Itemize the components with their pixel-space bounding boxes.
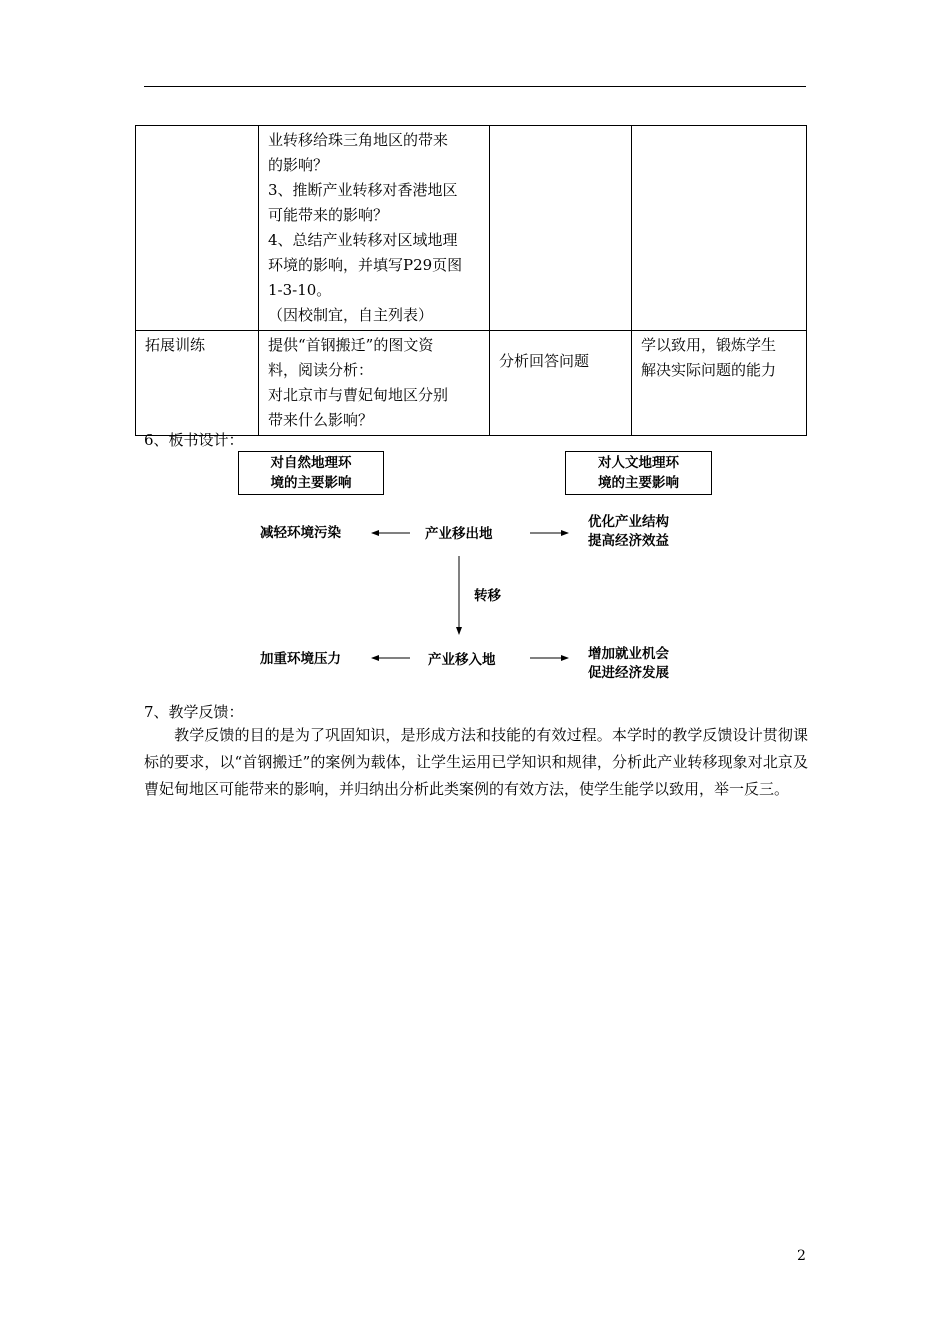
box-line: 对自然地理环 bbox=[270, 455, 352, 471]
student-activity-cell bbox=[490, 331, 632, 436]
content-line: 业转移给珠三角地区的带来 bbox=[268, 131, 449, 149]
feedback-paragraph bbox=[144, 722, 808, 803]
content-line: 4、总结产业转移对区域地理 bbox=[268, 231, 458, 249]
content-line: 可能带来的影响？ bbox=[268, 206, 389, 224]
box-line: 境的主要影响 bbox=[270, 475, 352, 491]
destination-human-effect bbox=[588, 645, 669, 683]
destination-label: 产业移入地 bbox=[428, 652, 496, 668]
table-row bbox=[136, 126, 807, 331]
origin-human-effect bbox=[588, 513, 669, 551]
content-cell bbox=[259, 331, 490, 436]
effect-line: 促进经济发展 bbox=[588, 665, 669, 681]
content-line: 对北京市与曹妃甸地区分别 bbox=[268, 386, 449, 404]
feedback-text: 教学反馈的目的是为了巩固知识，是形成方法和技能的有效过程。本学时的教学反馈设计贯彻课标的要求，以“首钢搬迁”的案例为载体，让学生运用已学知识和规律，分析此产业转移现象对北京及曹妃甸地区可能带来的影响，并归纳出分析此类案例的有效方法，使学生能学以致用，举一反三。 bbox=[144, 726, 808, 798]
content-line: （因校制宜，自主列表） bbox=[268, 306, 434, 324]
content-line: 带来什么影响？ bbox=[268, 411, 374, 429]
effect-line: 增加就业机会 bbox=[588, 646, 669, 662]
section-heading-7: 7、教学反馈： bbox=[144, 703, 244, 721]
human-environment-box bbox=[565, 451, 712, 495]
origin-label: 产业移出地 bbox=[425, 526, 493, 542]
lesson-table bbox=[135, 125, 807, 436]
effect-line: 提高经济效益 bbox=[588, 533, 669, 549]
content-cell bbox=[259, 126, 490, 331]
header-rule bbox=[144, 86, 806, 87]
page-number: 2 bbox=[797, 1248, 806, 1264]
section-heading-6: 6、板书设计： bbox=[144, 431, 244, 449]
origin-natural-effect: 减轻环境污染 bbox=[260, 525, 341, 541]
design-intent-cell bbox=[632, 331, 807, 436]
destination-natural-effect: 加重环境压力 bbox=[260, 651, 341, 667]
design-intent-cell bbox=[632, 126, 807, 331]
stage-cell bbox=[136, 126, 259, 331]
box-line: 对人文地理环 bbox=[598, 455, 679, 471]
content-line: 的影响？ bbox=[268, 156, 329, 174]
effect-line: 优化产业结构 bbox=[588, 514, 669, 530]
content-line: 环境的影响，并填写P29页图 bbox=[268, 256, 463, 274]
intent-line: 学以致用，锻炼学生 bbox=[641, 336, 777, 354]
table-row bbox=[136, 331, 807, 436]
content-line: 3、推断产业转移对香港地区 bbox=[268, 181, 458, 199]
content-line: 1-3-10。 bbox=[268, 281, 332, 299]
content-line: 料，阅读分析： bbox=[268, 361, 374, 379]
natural-environment-box bbox=[238, 451, 384, 495]
transfer-label: 转移 bbox=[474, 588, 501, 604]
content-line: 提供“首钢搬迁”的图文资 bbox=[268, 336, 434, 354]
intent-line: 解决实际问题的能力 bbox=[641, 361, 777, 379]
student-activity-cell bbox=[490, 126, 632, 331]
student-activity-text: 分析回答问题 bbox=[499, 352, 590, 370]
box-line: 境的主要影响 bbox=[598, 475, 679, 491]
stage-cell: 拓展训练 bbox=[136, 331, 259, 436]
